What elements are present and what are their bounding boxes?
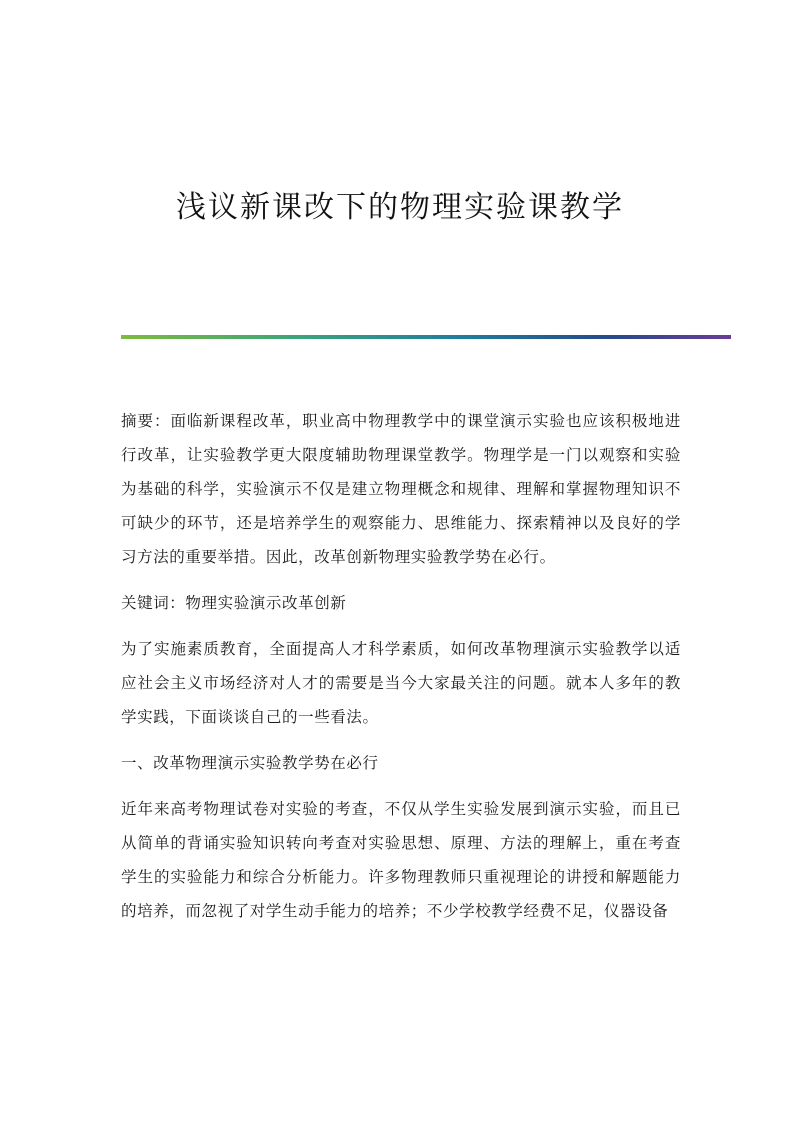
section-heading: 一、改革物理演示实验教学势在必行 (121, 754, 379, 772)
section-paragraph: 近年来高考物理试卷对实验的考查，不仅从学生实验发展到演示实验，而且已从简单的背诵实验知识转向考查对实验思想、原理、方法的理解上，重在考查学生的实验能力和综合分析能力。许多物理教师只重视理论的讲授和解题能力的培养，而忽视了对学生动手能力的培养；不少学校教学经费不足，仪器设备 (121, 800, 681, 920)
abstract-paragraph: 摘要：面临新课程改革，职业高中物理教学中的课堂演示实验也应该积极地进行改革，让实验教学更大限度辅助物理课堂教学。物理学是一门以观察和实验为基础的科学，实验演示不仅是建立物理概念和规律、理解和掌握物理知识不可缺少的环节，还是培养学生的观察能力、思维能力、探索精神以及良好的学习方法的重要举措。因此，改革创新物理实验教学势在必行。 (121, 412, 681, 566)
keywords-paragraph: 关键词：物理实验演示改革创新 (121, 594, 347, 612)
document-body (121, 404, 681, 940)
title-divider (121, 335, 731, 339)
document-title: 浅议新课改下的物理实验课教学 (176, 190, 624, 225)
intro-paragraph: 为了实施素质教育，全面提高人才科学素质，如何改革物理演示实验教学以适应社会主义市场经济对人才的需要是当今大家最关注的问题。就本人多年的教学实践，下面谈谈自己的一些看法。 (121, 640, 681, 726)
